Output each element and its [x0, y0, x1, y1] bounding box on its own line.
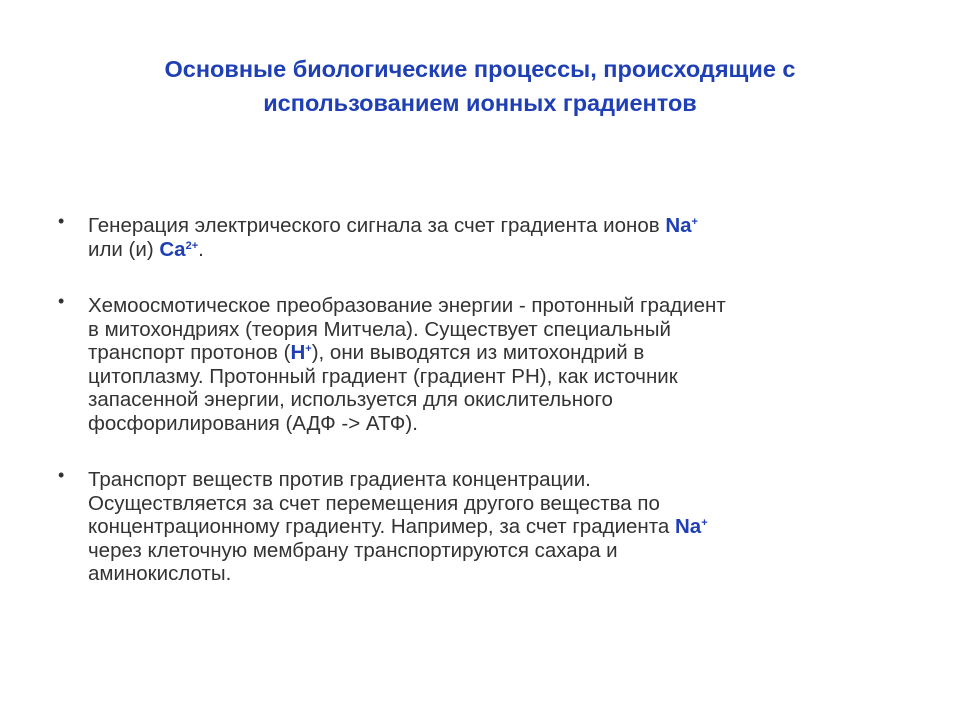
bullet-item-transport — [58, 465, 918, 586]
bullet-1-line-2 — [88, 238, 918, 262]
bullet-2-text: ), они выводятся из митохондрий в — [311, 341, 645, 364]
slide-title — [40, 52, 920, 120]
bullet-3-line-2: Осуществляется за счет перемещения другого вещества по — [88, 491, 660, 515]
bullet-2-line-1: Хемоосмотическое преобразование энергии - протонный градиент — [88, 294, 726, 317]
ion-calcium-symbol: Ca — [159, 237, 186, 261]
bullet-3-line-3 — [88, 515, 918, 539]
bullet-2-line-4: цитоплазму. Протонный градиент (градиент РН), как источник — [88, 364, 678, 388]
ion-sodium — [675, 515, 708, 538]
bullet-marker: • — [58, 465, 65, 485]
bullet-2-line-2: в митохондриях (теория Митчела). Существует специальный — [88, 317, 671, 341]
ion-sodium — [665, 214, 698, 237]
ion-sodium-charge: + — [701, 517, 708, 529]
bullet-3-line-5: аминокислоты. — [88, 562, 232, 585]
bullet-marker: • — [58, 291, 65, 311]
bullet-3-text: концентрационному градиенту. Например, за счет градиента — [88, 515, 675, 538]
slide-title-line-2: использованием ионных градиентов — [263, 90, 697, 116]
ion-sodium-charge: + — [691, 216, 698, 228]
bullet-item-chemiosmotic — [58, 291, 918, 435]
bullet-item-electric-signal — [58, 211, 918, 261]
bullet-2-line-3 — [88, 341, 918, 365]
bullet-list — [58, 211, 918, 586]
bullet-1-text: . — [198, 237, 204, 261]
bullet-1-line-1 — [88, 214, 918, 238]
bullet-2-line-6: фосфорилирования (АДФ -> АТФ). — [88, 411, 418, 435]
bullet-3-line-4: через клеточную мембрану транспортируются сахара и — [88, 538, 618, 562]
slide-title-line-1: Основные биологические процессы, происходящие с — [164, 56, 796, 82]
bullet-2-text: транспорт протонов ( — [88, 341, 291, 364]
bullet-2-line-5: запасенной энергии, используется для окислительного — [88, 388, 613, 411]
bullet-1-text: Генерация электрического сигнала за счет градиента ионов — [88, 214, 666, 237]
ion-proton — [290, 341, 311, 364]
ion-sodium-symbol: Na — [665, 214, 692, 237]
ion-calcium — [159, 238, 198, 261]
bullet-1-text: или (и) — [88, 237, 160, 261]
bullet-3-line-1: Транспорт веществ против градиента концентрации. — [88, 468, 591, 491]
bullet-marker: • — [58, 211, 65, 231]
ion-proton-symbol: H — [290, 341, 306, 364]
ion-proton-charge: + — [305, 343, 312, 355]
ion-sodium-symbol: Na — [675, 515, 702, 538]
ion-calcium-charge: 2+ — [185, 239, 199, 252]
